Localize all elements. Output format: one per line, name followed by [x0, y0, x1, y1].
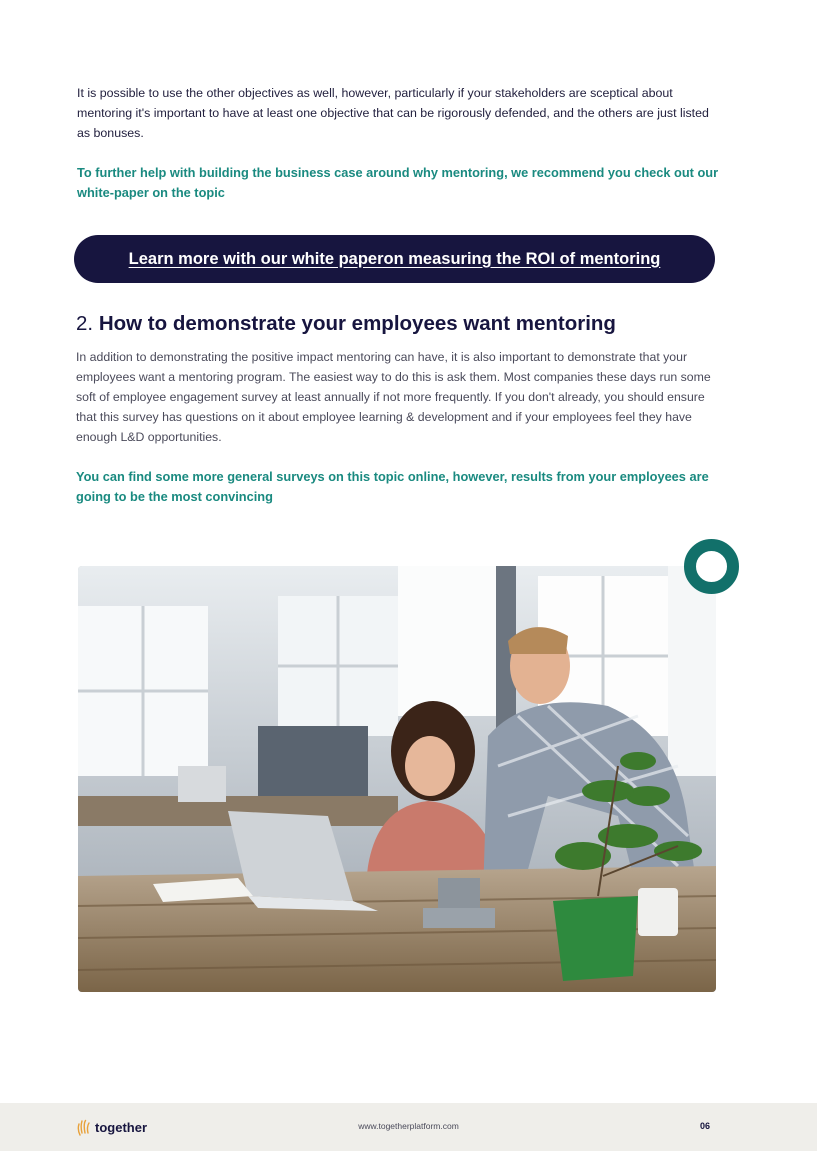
- website-link[interactable]: www.togetherplatform.com: [358, 1121, 459, 1131]
- brand-name: together: [95, 1119, 147, 1135]
- page-number: 06: [700, 1121, 711, 1131]
- intro-paragraph: It is possible to use the other objectives as well, however, particularly if your stakeholders are sceptical about mentoring it's important to have at least one objective that can be rigorously defended, and the others are just listed as bonuses.: [77, 86, 709, 140]
- learn-more-button[interactable]: Learn more with our white paperon measuring the ROI of mentoring: [74, 235, 715, 283]
- section-title: How to demonstrate your employees want mentoring: [98, 312, 616, 335]
- page-footer: [0, 1103, 817, 1151]
- section-heading: [76, 310, 616, 338]
- section-body: In addition to demonstrating the positive impact mentoring can have, it is also important to demonstrate that your employees want a mentoring program. The easiest way to do this is ask them. Most companies these days run some soft of employee engagement survey at least annually if not more frequently. If you don't already, you should ensure that this survey has questions on it about employee learning & development and if your employees feel they have enough L&D opportunities.: [76, 350, 711, 444]
- office-photo: [78, 566, 716, 992]
- white-paper-callout: To further help with building the business case around why mentoring, we recommend you check out our white-paper on the topic: [77, 165, 719, 200]
- ring-icon: [684, 539, 739, 594]
- survey-callout: You can find some more general surveys on this topic online, however, results from your employees are going to be the most convincing: [76, 469, 709, 504]
- office-illustration: [78, 566, 716, 992]
- footer-url-wrap: [0, 1121, 817, 1131]
- section-number: 2.: [76, 312, 94, 335]
